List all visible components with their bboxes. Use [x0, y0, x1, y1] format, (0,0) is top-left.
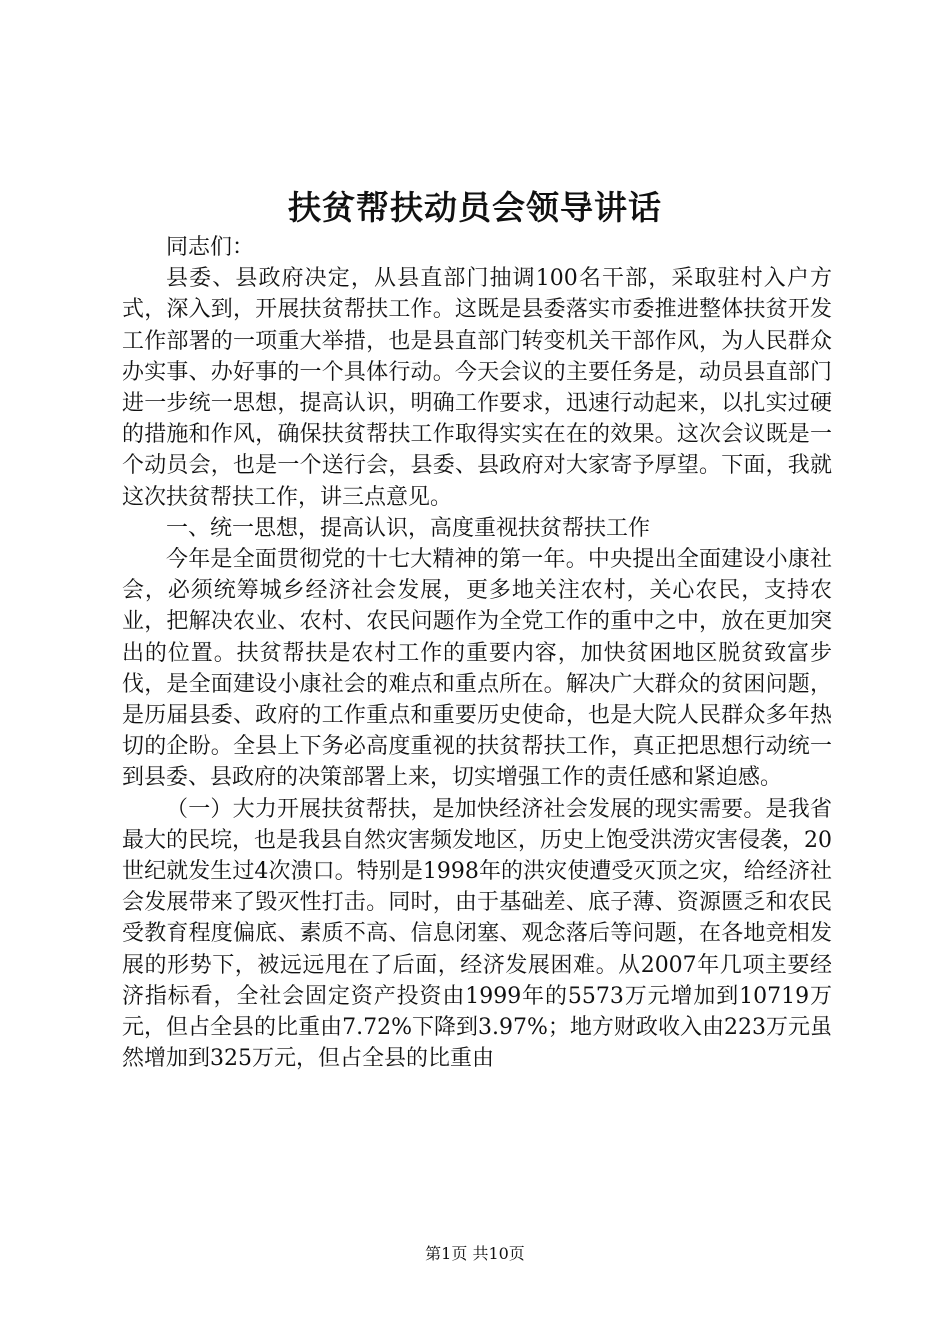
body-paragraph: 今年是全面贯彻党的十七大精神的第一年。中央提出全面建设小康社会，必须统筹城乡经济社会发展，更多地关注农村，关心农民，支持农业，把解决农业、农村、农民问题作为全党工作的重中之中，放在更加突出的位置。扶贫帮扶是农村工作的重要内容，加快贫困地区脱贫致富步伐，是全面建设小康社会的难点和重点所在。解决广大群众的贫困问题，是历届县委、政府的工作重点和重要历史使命，也是大院人民群众多年热切的企盼。全县上下务必高度重视的扶贫帮扶工作，真正把思想行动统一到县委、县政府的决策部署上来，切实增强工作的责任感和紧迫感。 — [122, 547, 832, 791]
body-paragraph: （一）大力开展扶贫帮扶，是加快经济社会发展的现实需要。是我省最大的民垸，也是我县自然灾害频发地区，历史上饱受洪涝灾害侵袭，20世纪就发生过4次溃口。特别是1998年的洪灾使遭受灭顶之灾，给经济社会发展带来了毁灭性打击。同时，由于基础差、底子薄、资源匮乏和农民受教育程度偏底、素质不高、信息闭塞、观念落后等问题，在各地竞相发展的形势下，被远远甩在了后面，经济发展困难。从2007年几项主要经济指标看，全社会固定资产投资由1999年的5573万元增加到10719万元，但占全县的比重由7.72%下降到3.97%；地方财政收入由223万元虽然增加到325万元，但占全县的比重由 — [122, 796, 832, 1072]
section-heading: 一、统一思想，提高认识，高度重视扶贫帮扶工作 — [166, 515, 651, 541]
salutation-paragraph: 同志们： — [166, 235, 255, 260]
page-footer: 第1页 共10页 — [425, 1244, 525, 1263]
document-title: 扶贫帮扶动员会领导讲话 — [288, 188, 662, 227]
document-body — [122, 232, 832, 1074]
intro-paragraph: 县委、县政府决定，从县直部门抽调100名干部，采取驻村入户方式，深入到，开展扶贫帮扶工作。这既是县委落实市委推进整体扶贫开发工作部署的一项重大举措，也是县直部门转变机关干部作风，为人民群众办实事、办好事的一个具体行动。今天会议的主要任务是，动员县直部门进一步统一思想，提高认识，明确工作要求，迅速行动起来，以扎实过硬的措施和作风，确保扶贫帮扶工作取得实实在在的效果。这次会议既是一个动员会，也是一个送行会，县委、县政府对大家寄予厚望。下面，我就这次扶贫帮扶工作，讲三点意见。 — [122, 266, 832, 510]
